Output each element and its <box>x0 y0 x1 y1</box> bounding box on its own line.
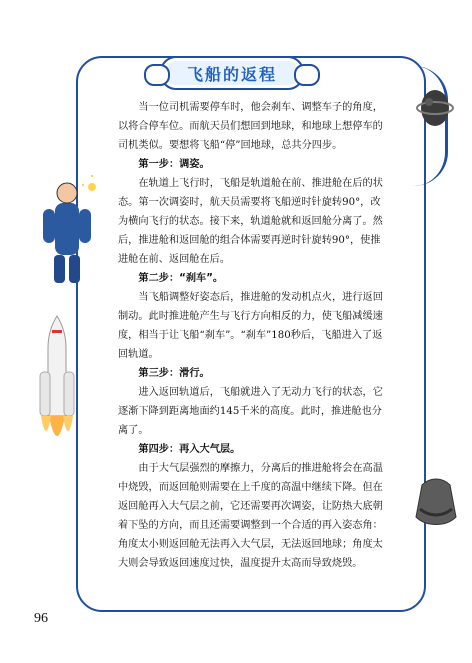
astronaut-illustration <box>36 175 98 285</box>
page-title: 飞船的返程 <box>186 64 277 84</box>
section-heading: 第一步：调姿。 <box>138 159 210 170</box>
page-number: 96 <box>34 611 48 626</box>
paragraph: 当飞船调整好姿态后，推进舱的发动机点火，进行返回制动。此时推进舱产生与飞行方向相反的力，使飞船减缓速度，相当于让飞船“刹车”。“刹车”180秒后，飞船进入了返回轨道。 <box>118 292 383 360</box>
paragraph: 进入返回轨道后，飞船就进入了无动力飞行的状态，它逐渐下降到距离地面约145千米的高度。此时，推进舱也分离了。 <box>118 387 383 436</box>
planet-illustration <box>415 84 455 132</box>
section-heading: 第四步：再入大气层。 <box>138 444 241 455</box>
rocket-illustration <box>22 306 92 466</box>
title-ribbon <box>160 56 304 90</box>
capsule-illustration <box>412 475 460 533</box>
paragraph: 由于大气层强烈的摩擦力，分离后的推进舱将会在高温中烧毁，而返回舱则需要在上千度的高温中继续下降。但在返回舱再入大气层之前，它还需要再次调姿，让防热大底朝着下坠的方向，而且还需要调整到一个合适的再入姿态角：角度太小则返回舱无法再入大气层，无法返回地球；角度太大则会导致返回速度过快，温度提升太高而导致烧毁。 <box>118 463 383 569</box>
paragraph: 在轨道上飞行时，飞船是轨道舱在前、推进舱在后的状态。第一次调姿时，航天员需要将飞船逆时针旋转90°，改为横向飞行的状态。接下来，轨道舱就和返回舱分离了。然后，推进舱和返回舱的组合体需要再逆时针旋转90°，使推进舱在前、返回舱在后。 <box>118 178 383 265</box>
section-heading: 第二步：“刹车”。 <box>138 273 224 284</box>
article-body <box>118 98 388 573</box>
paragraph: 当一位司机需要停车时，他会刹车、调整车子的角度，以将合停车位。而航天员们想回到地球，和地球上想停车的司机类似。要想将飞船“停”回地球，总共分四步。 <box>118 102 383 151</box>
section-heading: 第三步：滑行。 <box>138 368 210 379</box>
